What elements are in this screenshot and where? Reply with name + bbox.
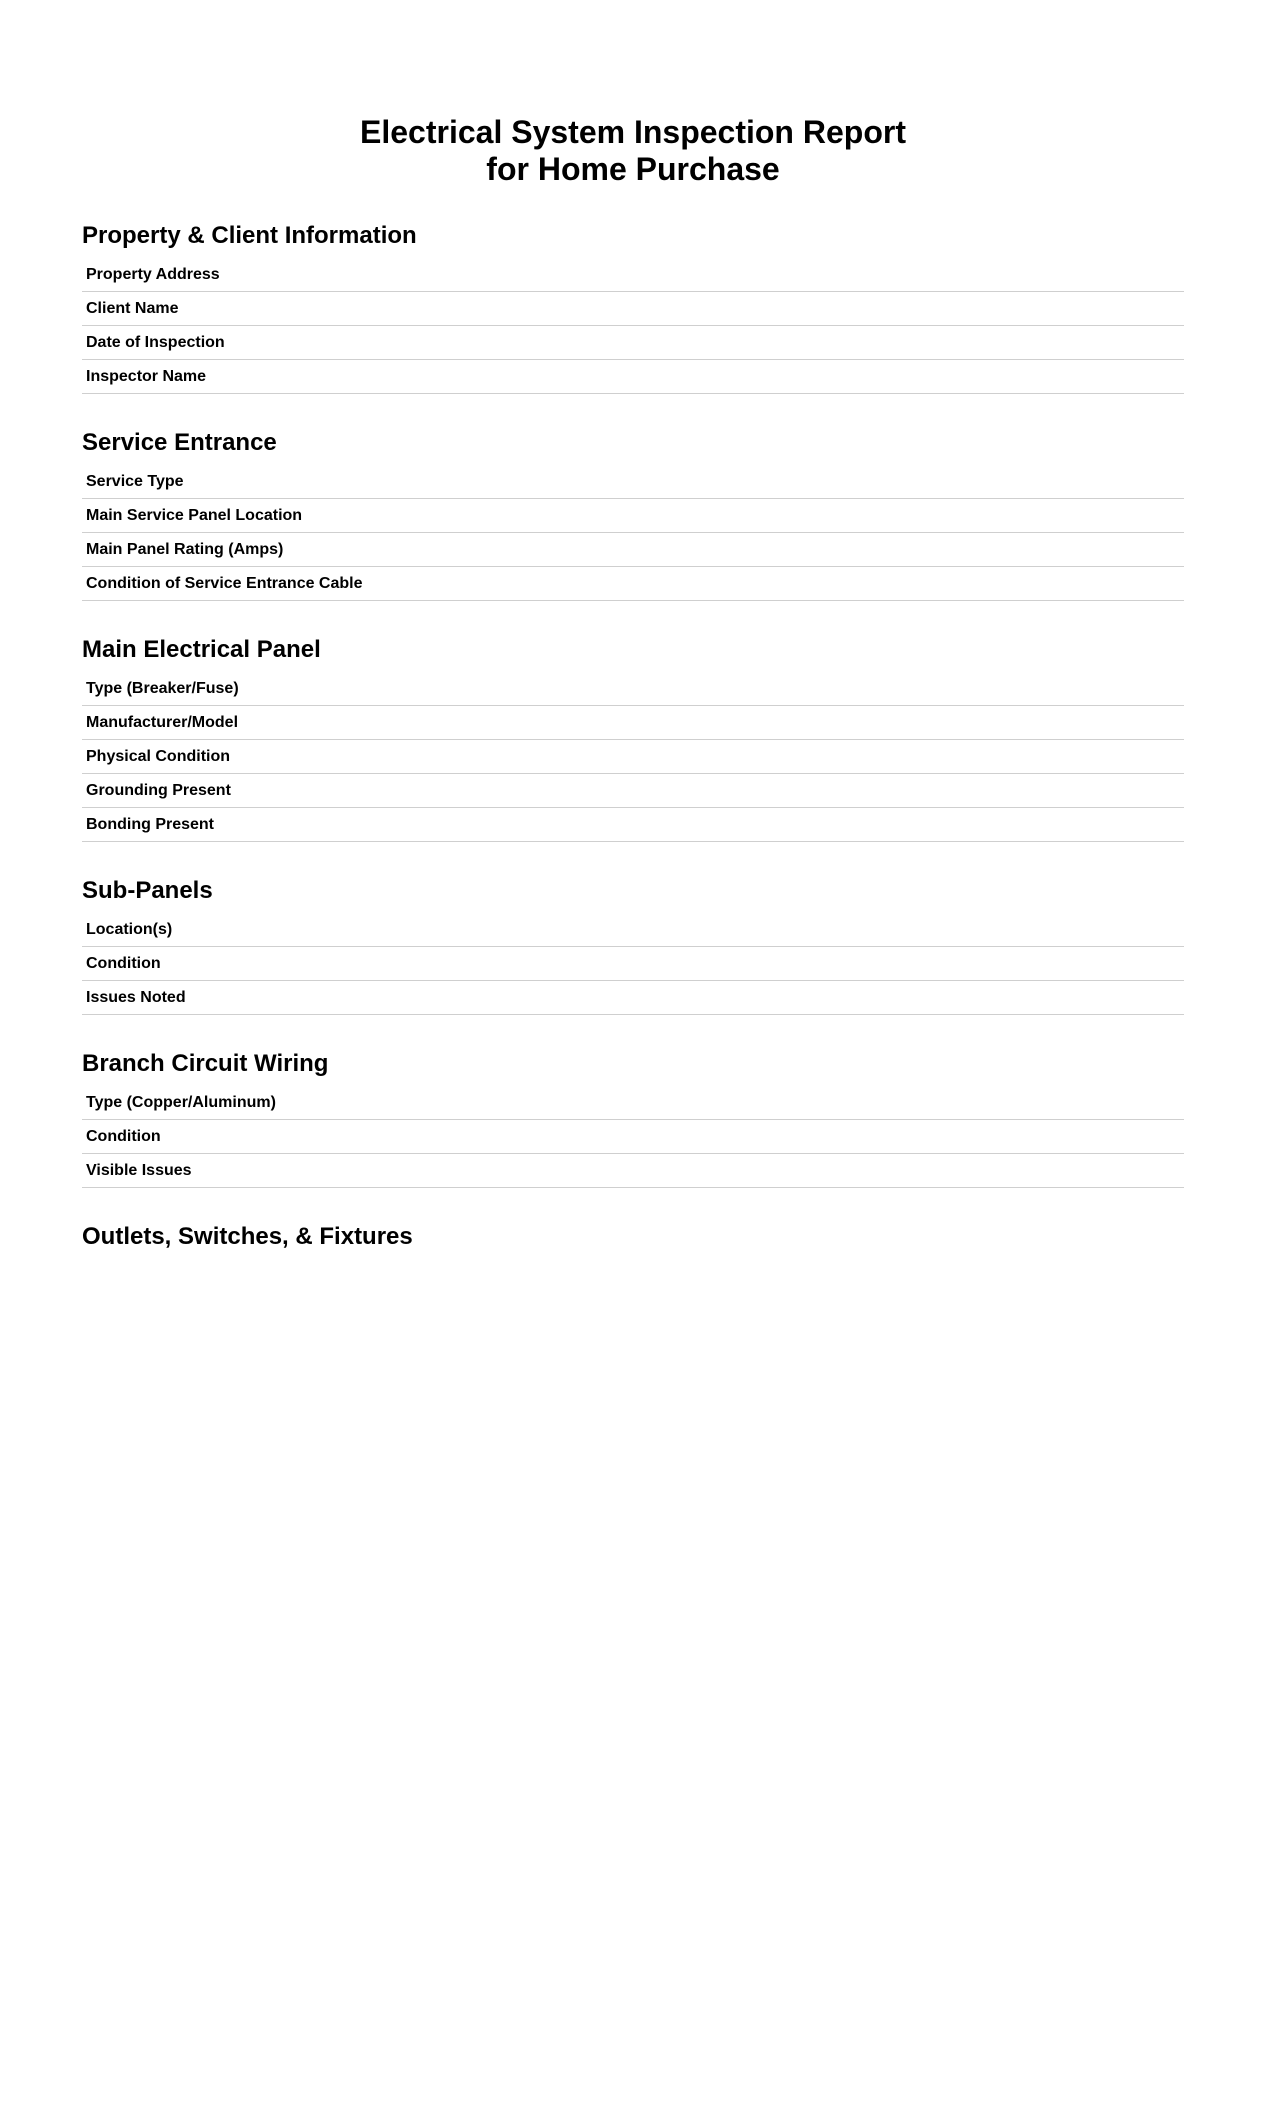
field-row-visible-issues — [82, 1154, 1184, 1188]
field-row-main-service-panel-location — [82, 499, 1184, 533]
field-label: Manufacturer/Model — [82, 706, 1184, 740]
section-property-client-information — [82, 222, 1184, 394]
field-label: Main Service Panel Location — [82, 499, 1184, 533]
field-row-date-of-inspection — [82, 326, 1184, 360]
field-table — [82, 258, 1184, 394]
field-label: Grounding Present — [82, 774, 1184, 808]
section-heading: Property & Client Information — [82, 222, 417, 249]
field-label: Condition of Service Entrance Cable — [82, 567, 1184, 601]
field-row-condition — [82, 1120, 1184, 1154]
section-heading: Branch Circuit Wiring — [82, 1050, 329, 1077]
field-row-bonding-present — [82, 808, 1184, 842]
report-title-line1: Electrical System Inspection Report — [360, 114, 906, 150]
section-outlets-switches-fixtures — [82, 1223, 1184, 1251]
section-service-entrance — [82, 429, 1184, 601]
field-label: Visible Issues — [82, 1154, 1184, 1188]
report-title-line2: for Home Purchase — [486, 151, 780, 187]
section-branch-circuit-wiring — [82, 1050, 1184, 1188]
field-table — [82, 1086, 1184, 1188]
field-row-issues-noted — [82, 981, 1184, 1015]
field-label: Property Address — [82, 258, 1184, 292]
field-row-grounding-present — [82, 774, 1184, 808]
field-table — [82, 672, 1184, 842]
section-sub-panels — [82, 877, 1184, 1015]
report-title — [82, 114, 1184, 188]
field-row-service-entrance-cable-condition — [82, 567, 1184, 601]
field-label: Condition — [82, 1120, 1184, 1154]
section-heading: Service Entrance — [82, 429, 277, 456]
field-row-inspector-name — [82, 360, 1184, 394]
field-label: Issues Noted — [82, 981, 1184, 1015]
field-label: Main Panel Rating (Amps) — [82, 533, 1184, 567]
section-main-electrical-panel — [82, 636, 1184, 842]
field-label: Client Name — [82, 292, 1184, 326]
field-label: Physical Condition — [82, 740, 1184, 774]
field-row-wiring-type — [82, 1086, 1184, 1120]
field-label: Date of Inspection — [82, 326, 1184, 360]
field-row-panel-type — [82, 672, 1184, 706]
field-label: Location(s) — [82, 913, 1184, 947]
field-label: Inspector Name — [82, 360, 1184, 394]
section-heading: Main Electrical Panel — [82, 636, 321, 663]
field-label: Type (Copper/Aluminum) — [82, 1086, 1184, 1120]
field-row-main-panel-rating — [82, 533, 1184, 567]
field-table — [82, 913, 1184, 1015]
field-label: Service Type — [82, 465, 1184, 499]
field-row-service-type — [82, 465, 1184, 499]
field-label: Bonding Present — [82, 808, 1184, 842]
field-label: Type (Breaker/Fuse) — [82, 672, 1184, 706]
field-label: Condition — [82, 947, 1184, 981]
field-row-manufacturer-model — [82, 706, 1184, 740]
field-row-condition — [82, 947, 1184, 981]
field-row-physical-condition — [82, 740, 1184, 774]
field-table — [82, 465, 1184, 601]
inspection-report — [82, 114, 1184, 1259]
field-row-client-name — [82, 292, 1184, 326]
section-heading: Outlets, Switches, & Fixtures — [82, 1223, 413, 1250]
field-row-property-address — [82, 258, 1184, 292]
field-row-locations — [82, 913, 1184, 947]
section-heading: Sub-Panels — [82, 877, 213, 904]
